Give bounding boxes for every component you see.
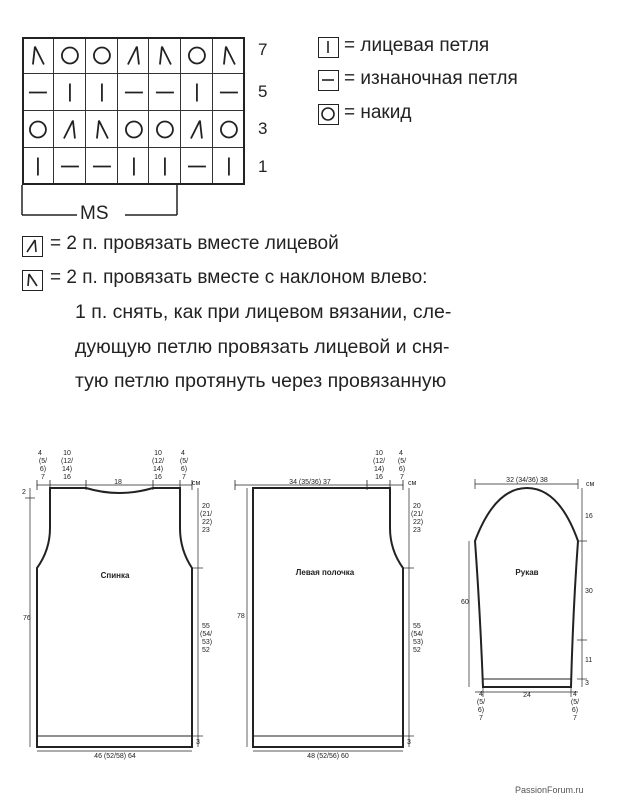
front-armhole-1: 20 [413,503,421,510]
front-unit: см [408,480,417,487]
back-right-width-3: 14) [152,466,164,473]
back-right-width-2: (12/ [151,458,165,465]
front-bottom-width: 48 (52/56) 60 [307,753,349,760]
k2tog-symbol [22,236,43,257]
back-side-4: 52 [202,647,210,654]
back-title: Спинка [100,571,130,580]
sleeve-cap-height: 16 [585,513,593,520]
front-right-3: 6) [398,466,406,473]
front-height: 78 [237,613,245,620]
front-right-1: 4 [399,450,403,457]
back-left-width-1: 10 [63,450,71,457]
front-top-width: 34 (35/36) 37 [289,479,331,486]
front-side-4: 52 [413,647,421,654]
back-right-width-4: 16 [154,474,162,481]
back-height: 76 [23,615,31,622]
back-right-shoulder-4: 7 [182,474,186,481]
front-side-3: 53) [413,639,424,646]
back-pattern [0,440,230,760]
back-side-2: (54/ [200,631,213,638]
sleeve-cuff-part: 11 [585,657,593,664]
row-number-5: 5 [258,82,268,101]
sleeve-bottom-right-2: (5/ [570,699,580,706]
back-neck-width: 18 [114,479,122,486]
sleeve-pattern [455,470,605,730]
front-side-2: (54/ [411,631,424,638]
front-shoulder-2: (12/ [372,458,386,465]
back-right-shoulder-2: (5/ [179,458,189,465]
back-left-width-3: 14) [61,466,73,473]
legend-knit: = лицевая петля [344,35,490,56]
sleeve-bottom-left-4: 7 [479,715,483,722]
back-side-1: 55 [202,623,210,630]
back-right-width-1: 10 [154,450,162,457]
sleeve-bottom-right-4: 7 [573,715,577,722]
front-title: Левая полочка [295,568,355,577]
front-right-4: 7 [400,474,404,481]
back-left-width-2: (12/ [60,458,74,465]
front-side-1: 55 [413,623,421,630]
stitch-chart [22,37,245,185]
back-left-shoulder-4: 7 [41,474,45,481]
back-bottom-width: 46 (52/58) 64 [94,753,136,760]
front-armhole-4: 23 [413,527,421,534]
front-shoulder-4: 16 [375,474,383,481]
ssk-description-line-3: тую петлю протянуть через провязанную [75,370,447,392]
row-number-7: 7 [258,40,268,59]
sleeve-bottom-left-2: (5/ [476,699,486,706]
back-left-shoulder-3: 6) [39,466,47,473]
ssk-description-line-1: 1 п. снять, как при лицевом вязании, сле- [75,301,452,323]
left-front-pattern [225,440,450,760]
row-number-3: 3 [258,119,268,138]
legend-yarn-over: = накид [344,102,412,123]
back-armhole-2: (21/ [200,511,213,518]
sleeve-height: 60 [461,599,469,606]
legend-k2tog: = 2 п. провязать вместе лицевой [50,233,339,254]
sleeve-hem: 3 [585,680,589,687]
back-left-shoulder-1: 4 [38,450,42,457]
back-neck-depth: 2 [22,489,26,496]
knit-stitch-symbol [318,37,339,58]
sleeve-bottom-right-3: 6) [571,707,579,714]
back-left-shoulder-2: (5/ [38,458,48,465]
repeat-label: MS [80,203,109,224]
sleeve-bottom-width: 24 [523,692,531,699]
back-right-shoulder-1: 4 [181,450,185,457]
sleeve-unit: см [586,481,595,488]
legend-ssk: = 2 п. провязать вместе с наклоном влево: [50,267,428,288]
chart-border [22,37,245,185]
back-armhole-1: 20 [202,503,210,510]
ssk-description-line-2: дующую петлю провязать лицевой и сня- [75,336,450,358]
front-armhole-2: (21/ [411,511,424,518]
back-left-width-4: 16 [63,474,71,481]
front-shoulder-3: 14) [373,466,385,473]
back-unit: см [192,480,201,487]
back-side-3: 53) [202,639,213,646]
ssk-symbol [22,270,43,291]
sleeve-top-width: 32 (34/36) 38 [506,477,548,484]
row-number-1: 1 [258,157,268,176]
sleeve-length: 30 [585,588,593,595]
back-hem: 3 [196,739,200,746]
sleeve-title: Рукав [515,568,539,577]
legend-purl: = изнаночная петля [344,68,518,89]
front-right-2: (5/ [397,458,407,465]
front-hem: 3 [407,739,411,746]
watermark: PassionForum.ru [515,785,584,795]
back-armhole-4: 23 [202,527,210,534]
sleeve-bottom-left-1: 4 [479,691,483,698]
sleeve-bottom-left-3: 6) [477,707,485,714]
front-shoulder-1: 10 [375,450,383,457]
yarn-over-symbol [318,104,339,125]
purl-stitch-symbol [318,70,339,91]
back-armhole-3: 22) [202,519,213,526]
front-armhole-3: 22) [413,519,424,526]
back-right-shoulder-3: 6) [180,466,188,473]
sleeve-bottom-right-1: 4 [573,691,577,698]
